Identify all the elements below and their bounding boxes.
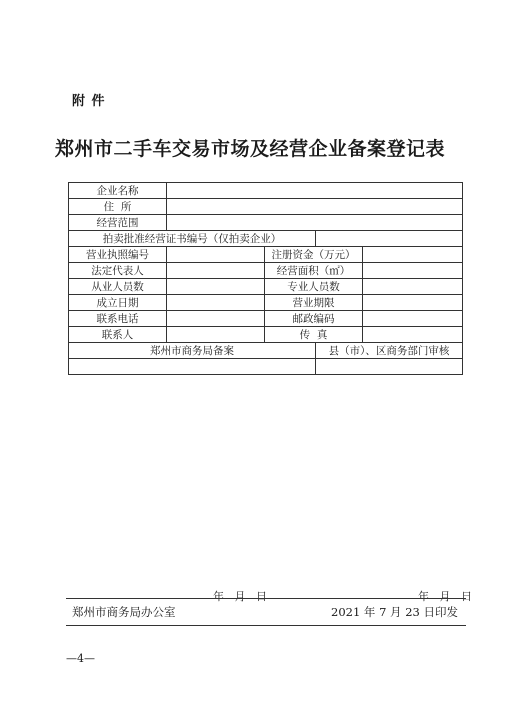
footer-issuer: 郑州市商务局办公室 bbox=[72, 605, 176, 619]
postcode-label: 邮政编码 bbox=[265, 311, 363, 327]
form-title: 郑州市二手车交易市场及经营企业备案登记表 bbox=[54, 138, 445, 160]
city-record-header: 郑州市商务局备案 bbox=[69, 343, 316, 359]
founded-label: 成立日期 bbox=[69, 295, 167, 311]
attachment-label: 附 件 bbox=[72, 94, 106, 109]
postcode-field[interactable] bbox=[363, 311, 463, 327]
business-scope-field[interactable] bbox=[167, 215, 463, 231]
registration-form-table bbox=[68, 182, 472, 603]
table-row bbox=[69, 327, 463, 343]
phone-label: 联系电话 bbox=[69, 311, 167, 327]
founded-field[interactable] bbox=[167, 295, 265, 311]
table-row bbox=[69, 215, 463, 231]
license-no-label: 营业执照编号 bbox=[69, 247, 167, 263]
table-row bbox=[69, 183, 463, 199]
table-row bbox=[69, 343, 463, 359]
address-field[interactable] bbox=[167, 199, 463, 215]
license-no-field[interactable] bbox=[167, 247, 265, 263]
professionals-field[interactable] bbox=[363, 279, 463, 295]
legal-rep-field[interactable] bbox=[167, 263, 265, 279]
employees-label: 从业人员数 bbox=[69, 279, 167, 295]
city-record-signature-area[interactable] bbox=[69, 359, 316, 603]
contact-label: 联系人 bbox=[69, 327, 167, 343]
table-row bbox=[69, 247, 463, 263]
employees-field[interactable] bbox=[167, 279, 265, 295]
table-row bbox=[69, 199, 463, 215]
term-label: 营业期限 bbox=[265, 295, 363, 311]
professionals-label: 专业人员数 bbox=[265, 279, 363, 295]
table-row bbox=[69, 231, 463, 247]
fax-label: 传 真 bbox=[265, 327, 363, 343]
footer-top-rule bbox=[66, 598, 466, 599]
table-row bbox=[69, 311, 463, 327]
date-label: 年 月 日 bbox=[213, 590, 267, 603]
table-row bbox=[69, 359, 463, 375]
footer-bottom-rule bbox=[66, 625, 466, 626]
company-name-label: 企业名称 bbox=[69, 183, 167, 199]
address-label: 住 所 bbox=[69, 199, 167, 215]
page-number: —4— bbox=[66, 652, 95, 665]
business-scope-label: 经营范围 bbox=[69, 215, 167, 231]
company-name-field[interactable] bbox=[167, 183, 463, 199]
business-area-label: 经营面积（㎡） bbox=[265, 263, 363, 279]
date-label: 年 月 日 bbox=[418, 590, 472, 603]
registered-capital-label: 注册资金（万元） bbox=[265, 247, 363, 263]
legal-rep-label: 法定代表人 bbox=[69, 263, 167, 279]
footer-issue-date: 2021 年 7 月 23 日印发 bbox=[331, 605, 458, 619]
district-review-date bbox=[316, 590, 518, 604]
term-field[interactable] bbox=[363, 295, 463, 311]
table-row bbox=[69, 295, 463, 311]
auction-cert-label: 拍卖批准经营证书编号（仅拍卖企业） bbox=[69, 231, 316, 247]
auction-cert-field[interactable] bbox=[316, 231, 463, 247]
table-row bbox=[69, 279, 463, 295]
fax-field[interactable] bbox=[363, 327, 463, 343]
district-review-signature-area[interactable] bbox=[316, 359, 472, 603]
district-review-header: 县（市）、区商务部门审核 bbox=[316, 343, 463, 359]
registered-capital-field[interactable] bbox=[363, 247, 463, 263]
business-area-field[interactable] bbox=[363, 263, 463, 279]
contact-field[interactable] bbox=[167, 327, 265, 343]
table-row bbox=[69, 263, 463, 279]
phone-field[interactable] bbox=[167, 311, 265, 327]
